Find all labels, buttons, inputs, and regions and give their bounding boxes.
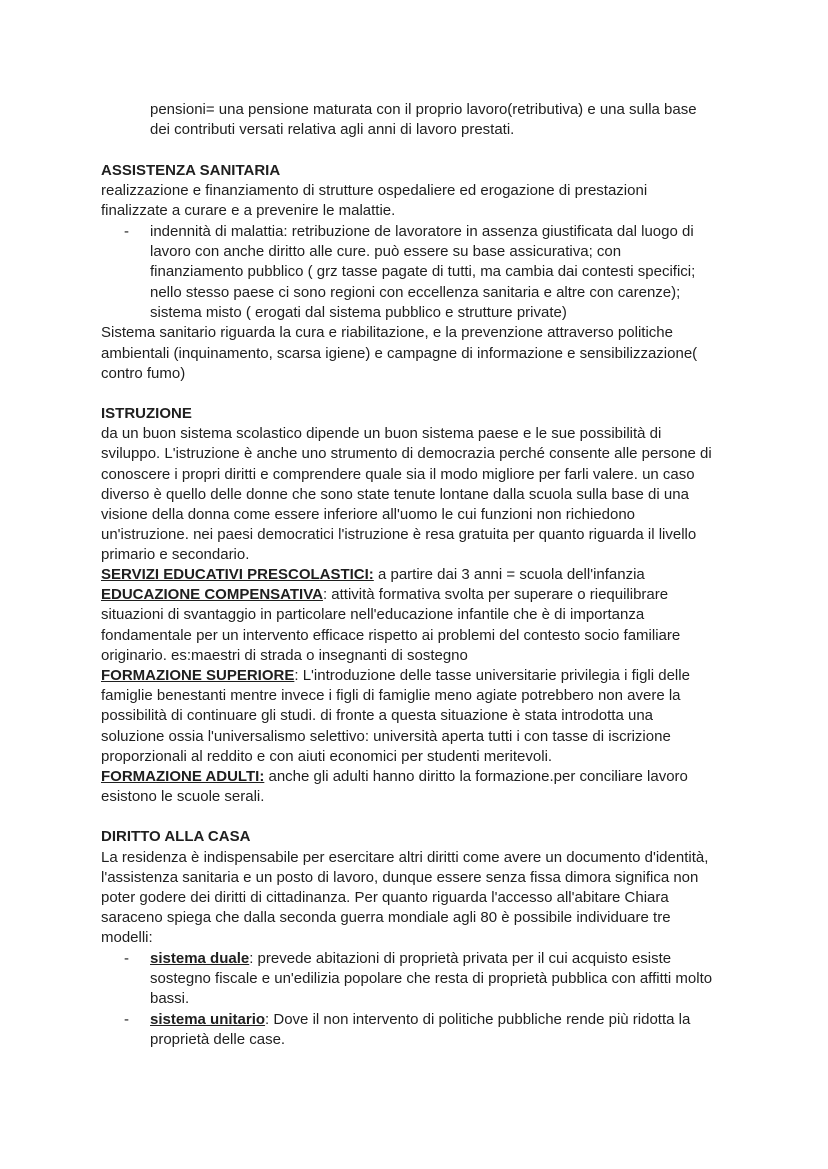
- compensativa-line-2: situazioni di svantaggio in particolare nell'educazione infantile che è di importanza: [101, 606, 645, 623]
- prescolastici-text: a partire dai 3 anni = scuola dell'infanzia: [373, 566, 645, 583]
- adulti-line-1: [101, 767, 688, 788]
- superiore-line-1: [101, 666, 690, 687]
- assistenza-outro-2: ambientali (inquinamento, scarsa igiene) e campagne di informazione e sensibilizzazione(: [101, 345, 698, 362]
- compensativa-line-1: [101, 585, 668, 606]
- casa-para-5: modelli:: [101, 929, 153, 946]
- istruzione-para-3: conoscere i propri diritti e comprendere quale sia il modo migliore per farli valere. un caso: [101, 466, 695, 483]
- istruzione-heading: ISTRUZIONE: [101, 405, 192, 422]
- superiore-line-3: possibilità di continuare gli studi. di fronte a questa situazione è stata introdotta una: [101, 707, 654, 724]
- unitario-line-1: [150, 1010, 690, 1031]
- unitario-bullet-marker: -: [124, 1011, 129, 1028]
- duale-label: sistema duale: [150, 950, 250, 967]
- superiore-label: FORMAZIONE SUPERIORE: [101, 667, 295, 684]
- compensativa-line-4: originario. es:maestri di strada o insegnanti di sostegno: [101, 647, 468, 664]
- istruzione-para-7: primario e secondario.: [101, 546, 250, 563]
- assistenza-bullet-5: sistema misto ( erogati dal sistema pubblico e strutture private): [150, 304, 567, 321]
- assistenza-bullet-marker: -: [124, 223, 129, 240]
- assistenza-heading: ASSISTENZA SANITARIA: [101, 162, 281, 179]
- assistenza-outro-1: Sistema sanitario riguarda la cura e riabilitazione, e la prevenzione attraverso politiche: [101, 324, 673, 341]
- prescolastici-line: [101, 565, 645, 586]
- assistenza-bullet-2: lavoro con anche diritto alle cure. può essere su base assicurativa; con: [150, 243, 622, 260]
- adulti-label: FORMAZIONE ADULTI:: [101, 768, 265, 785]
- casa-para-4: saraceno spiega che dalla seconda guerra mondiale agli 80 è possibile individuare tre: [101, 909, 671, 926]
- adulti-first: anche gli adulti hanno diritto la formazione.per conciliare lavoro: [264, 768, 688, 785]
- assistenza-bullet-1: indennità di malattia: retribuzione de lavoratore in assenza giustificata dal luogo di: [150, 223, 694, 240]
- unitario-line-2: proprietà delle case.: [150, 1031, 286, 1048]
- unitario-first: : Dove il non intervento di politiche pubbliche rende più ridotta la: [265, 1011, 691, 1028]
- casa-para-3: poter godere dei diritti di cittadinanza. Per quanto riguarda l'accesso all'abitare Chiara: [101, 889, 669, 906]
- adulti-line-2: esistono le scuole serali.: [101, 788, 265, 805]
- superiore-line-5: proporzionali al reddito e con aiuti economici per studenti meritevoli.: [101, 748, 553, 765]
- duale-bullet-marker: -: [124, 950, 129, 967]
- compensativa-line-3: fondamentale per un intervento efficace rispetto ai problemi del contesto socio familiare: [101, 627, 681, 644]
- assistenza-bullet-3: finanziamento pubblico ( grz tasse pagate di tutti, ma cambia dai contesti specifici;: [150, 263, 696, 280]
- compensativa-label: EDUCAZIONE COMPENSATIVA: [101, 586, 323, 603]
- istruzione-para-6: un'istruzione. nei paesi democratici l'istruzione è resa gratuita per quanto riguarda il livello: [101, 526, 697, 543]
- unitario-label: sistema unitario: [150, 1011, 266, 1028]
- assistenza-intro-1: realizzazione e finanziamento di strutture ospedaliere ed erogazione di prestazioni: [101, 182, 648, 199]
- istruzione-para-5: visione della donna come essere inferiore all'uomo le cui funzioni non richiedono: [101, 506, 636, 523]
- casa-heading: DIRITTO ALLA CASA: [101, 828, 251, 845]
- duale-first: : prevede abitazioni di proprietà privata per il cui acquisto esiste: [249, 950, 672, 967]
- duale-line-1: [150, 949, 671, 970]
- istruzione-para-2: sviluppo. L'istruzione è anche uno strumento di democrazia perché consente alle persone di: [101, 445, 712, 462]
- istruzione-para-4: diverso è quello delle donne che sono state tenute lontane dalla scuola sulla base di una: [101, 486, 689, 503]
- assistenza-outro-3: contro fumo): [101, 365, 186, 382]
- superiore-first: : L'introduzione delle tasse universitarie privilegia i figli delle: [294, 667, 690, 684]
- duale-line-3: bassi.: [150, 990, 190, 1007]
- assistenza-bullet-4: nello stesso paese ci sono regioni con eccellenza sanitaria e altre con carenze);: [150, 284, 681, 301]
- superiore-line-2: famiglie benestanti mentre invece i figli di famiglie meno agiate potrebbero non avere la: [101, 687, 681, 704]
- duale-line-2: sostegno fiscale e un'edilizia popolare che resta di proprietà pubblica con affitti molto: [150, 970, 713, 987]
- prescolastici-label: SERVIZI EDUCATIVI PRESCOLASTICI:: [101, 566, 374, 583]
- superiore-line-4: soluzione ossia l'universalismo selettivo: università aperta tutti i con tasse di iscrizione: [101, 728, 671, 745]
- assistenza-intro-2: finalizzate a curare e a prevenire le malattie.: [101, 202, 396, 219]
- casa-para-1: La residenza è indispensabile per esercitare altri diritti come avere un documento d'identità,: [101, 849, 709, 866]
- casa-para-2: l'assistenza sanitaria e un posto di lavoro, dunque essere senza fissa dimora significa non: [101, 869, 699, 886]
- pensioni-line-2: dei contributi versati relativa agli anni di lavoro prestati.: [150, 121, 515, 138]
- istruzione-para-1: da un buon sistema scolastico dipende un buon sistema paese e le sue possibilità di: [101, 425, 662, 442]
- compensativa-first: : attività formativa svolta per superare o riequilibrare: [322, 586, 669, 603]
- pensioni-line-1: pensioni= una pensione maturata con il proprio lavoro(retributiva) e una sulla base: [150, 101, 697, 118]
